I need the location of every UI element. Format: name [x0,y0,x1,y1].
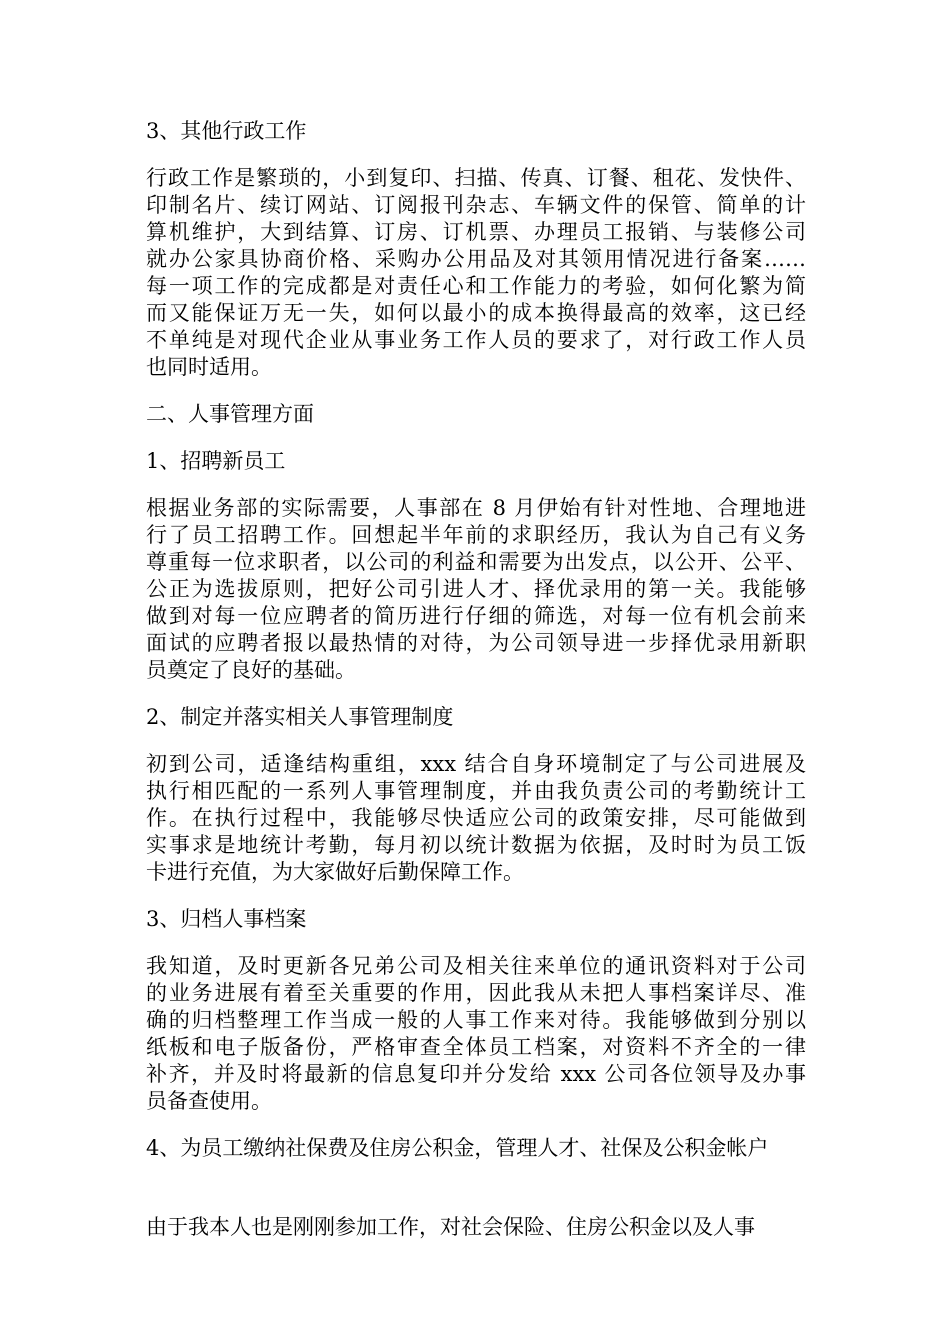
document-page [146,118,806,1241]
paragraph-social-insurance [146,1214,806,1241]
text-line: 1、招聘新员工 [146,449,286,473]
text-line: 员奠定了良好的基础。 [146,658,356,682]
text-line: 行了员工招聘工作。回想起半年前的求职经历，我认为自己有义务 [146,523,806,547]
text-line: 不单纯是对现代企业从事业务工作人员的要求了，对行政工作人员 [146,328,806,352]
text-line: 初到公司，适逢结构重组，xxx 结合自身环境制定了与公司进展及 [146,752,806,776]
text-line: 作。在执行过程中，我能够尽快适应公司的政策安排，尽可能做到 [146,806,806,830]
text-line: 算机维护，大到结算、订房、订机票、办理员工报销、与装修公司 [146,220,806,244]
section-heading-social-insurance [146,1135,806,1162]
section-heading-archives [146,906,806,933]
text-line: 3、归档人事档案 [146,907,307,931]
text-line: 3、其他行政工作 [146,119,307,143]
text-line: 2、制定并落实相关人事管理制度 [146,705,454,729]
text-line: 员备查使用。 [146,1089,272,1113]
text-line: 根据业务部的实际需要，人事部在 8 月伊始有针对性地、合理地进 [146,496,806,520]
text-line: 4、为员工缴纳社保费及住房公积金，管理人才、社保及公积金帐户 [146,1136,769,1160]
section-heading-other-admin [146,118,806,145]
paragraph-hr-policy [146,751,806,886]
text-line: 面试的应聘者报以最热情的对待，为公司领导进一步择优录用新职 [146,631,806,655]
text-line: 确的归档整理工作当成一般的人事工作来对待。我能够做到分别以 [146,1008,806,1032]
text-line: 由于我本人也是刚刚参加工作，对社会保险、住房公积金以及人事 [146,1215,755,1239]
text-line: 二、人事管理方面 [146,402,314,426]
text-line: 也同时适用。 [146,355,272,379]
paragraph-recruitment [146,495,806,684]
text-line: 尊重每一位求职者，以公司的利益和需要为出发点，以公开、公平、 [146,550,806,574]
section-heading-hr-policy [146,704,806,731]
text-line: 执行相匹配的一系列人事管理制度，并由我负责公司的考勤统计工 [146,779,806,803]
text-line: 纸板和电子版备份，严格审查全体员工档案，对资料不齐全的一律 [146,1035,806,1059]
text-line: 而又能保证万无一失，如何以最小的成本换得最高的效率，这已经 [146,301,806,325]
text-line: 公正为选拔原则，把好公司引进人才、择优录用的第一关。我能够 [146,577,806,601]
paragraph-archives [146,953,806,1115]
text-line: 卡进行充值，为大家做好后勤保障工作。 [146,860,524,884]
text-line: 每一项工作的完成都是对责任心和工作能力的考验，如何化繁为简 [146,274,806,298]
text-line: 我知道，及时更新各兄弟公司及相关往来单位的通讯资料对于公司 [146,954,806,978]
text-line: 实事求是地统计考勤，每月初以统计数据为依据，及时时为员工饭 [146,833,806,857]
text-line: 的业务进展有着至关重要的作用，因此我从未把人事档案详尽、准 [146,981,806,1005]
section-heading-hr-management [146,401,806,428]
text-line: 补齐，并及时将最新的信息复印并分发给 xxx 公司各位领导及办事 [146,1062,806,1086]
text-line: 印制名片、续订网站、订阅报刊杂志、车辆文件的保管、简单的计 [146,193,806,217]
text-line: 做到对每一位应聘者的简历进行仔细的筛选，对每一位有机会前来 [146,604,806,628]
text-line: 就办公家具协商价格、采购办公用品及对其领用情况进行备案…… [146,247,806,271]
text-line: 行政工作是繁琐的，小到复印、扫描、传真、订餐、租花、发快件、 [146,166,806,190]
section-heading-recruitment [146,448,806,475]
paragraph-admin-work [146,165,806,381]
